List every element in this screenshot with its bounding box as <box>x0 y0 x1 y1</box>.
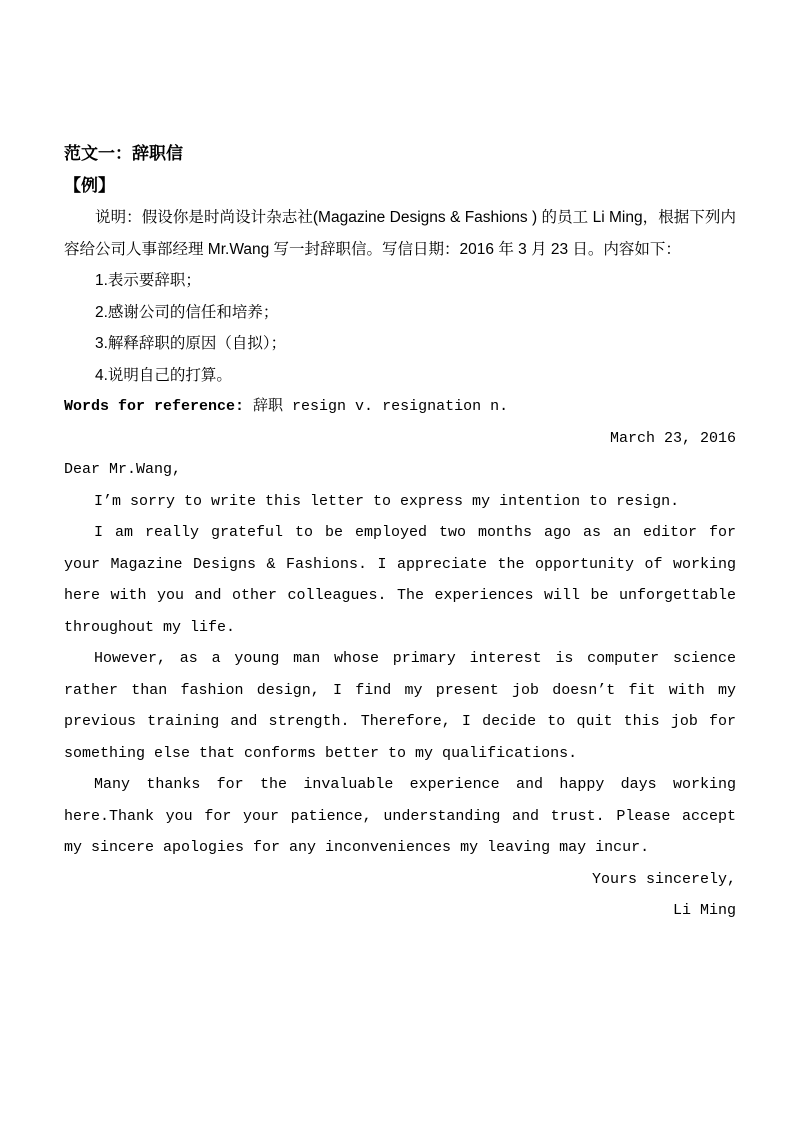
letter-paragraph-4: Many thanks for the invaluable experience and happy days working here.Thank you for your patience, understanding and trust. Please accept my sincere apologies for any inconveniences my leaving may incur. <box>64 776 736 856</box>
letter-closing: Yours sincerely, <box>591 870 736 888</box>
letter-paragraph-3: However, as a young man whose primary interest is computer science rather than fashion design, I find my present job doesn’t fit with my previous training and strength. Therefore, I decide to quit this job for something else that conforms better to my qualifications. <box>64 650 736 762</box>
instruction-points <box>64 265 736 391</box>
example-label: 【例】 <box>64 176 115 195</box>
words-for-reference-text: 辞职 resign v. resignation n. <box>253 398 509 415</box>
words-for-reference-label: Words for reference: <box>64 398 245 415</box>
document-title: 范文一：辞职信 <box>64 144 183 163</box>
letter-salutation: Dear Mr.Wang, <box>64 461 182 478</box>
words-for-reference <box>64 391 736 423</box>
instruction-point-2: 2.感谢公司的信任和培养； <box>95 303 279 321</box>
letter-date: March 23, 2016 <box>609 429 736 447</box>
instruction-point-4: 4.说明自己的打算。 <box>95 366 232 384</box>
letter-paragraph-2: I am really grateful to be employed two months ago as an editor for your Magazine Designs & Fashions. I appreciate the opportunity of working here with you and other colleagues. The experiences will be unforgettable throughout my life. <box>64 524 736 636</box>
instruction-point-1: 1.表示要辞职； <box>95 272 201 289</box>
instruction-point-3: 3.解释辞职的原因（自拟）； <box>95 335 287 352</box>
letter-paragraph-1: I’m sorry to write this letter to express my intention to resign. <box>94 492 680 510</box>
letter-signature: Li Ming <box>672 902 736 919</box>
instructions-paragraph: 说明：假设你是时尚设计杂志社(Magazine Designs & Fashions ) 的员工 Li Ming，根据下列内容给公司人事部经理 Mr.Wang 写一封辞职信。写信日期：2016 年 3 月 23 日。内容如下： <box>64 209 736 258</box>
